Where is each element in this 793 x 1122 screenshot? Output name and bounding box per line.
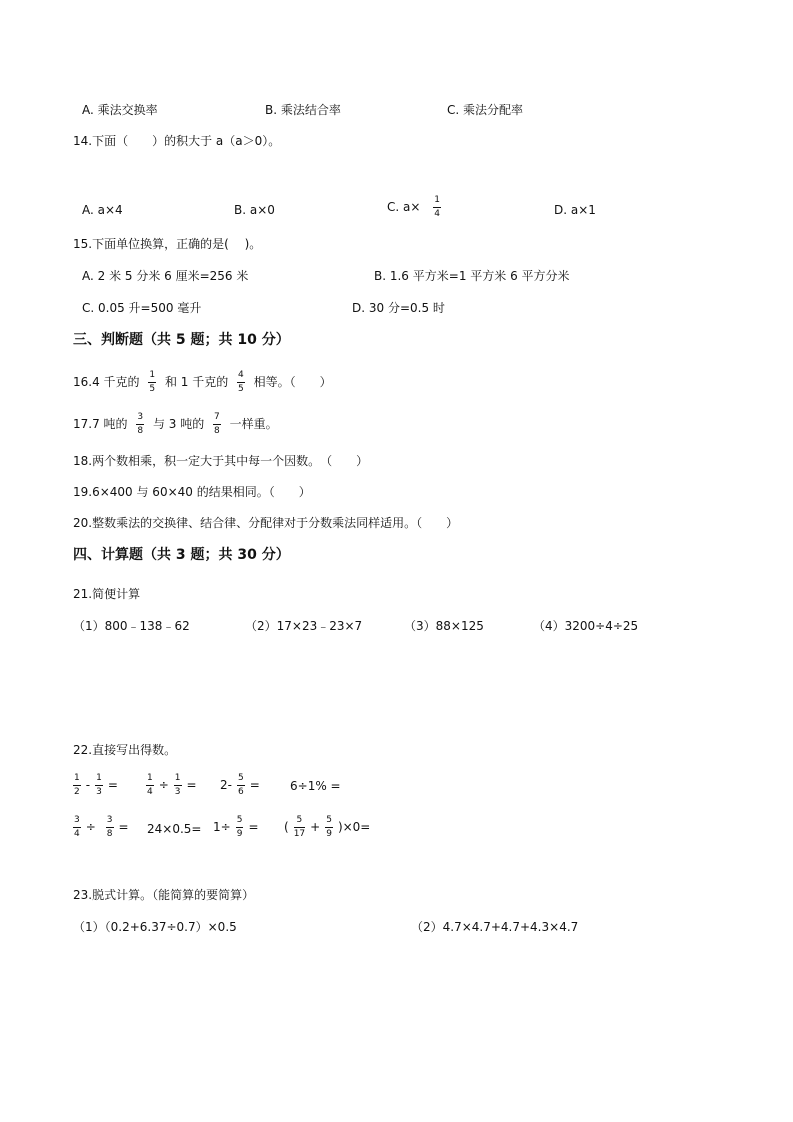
fraction-denominator: 9 (326, 829, 332, 839)
fraction (237, 774, 245, 797)
q15-option-a: A. 2 米 5 分米 6 厘米=256 米 (82, 269, 249, 283)
q17-text-c: 一样重。 (229, 417, 278, 431)
fraction-denominator: 3 (96, 787, 102, 797)
fraction-numerator: 1 (433, 196, 441, 208)
fraction-denominator: 8 (137, 426, 144, 436)
q20: 20.整数乘法的交换律、结合律、分配律对于分数乘法同样适用。（ ） (73, 516, 459, 530)
fraction-numerator: 4 (237, 371, 245, 383)
equals: = (249, 778, 260, 792)
fraction-denominator: 8 (106, 829, 113, 839)
fraction-numerator: 5 (237, 774, 245, 786)
q22-r1-expr-d: 6÷1% = (290, 779, 341, 793)
fraction (106, 816, 114, 839)
operator: ÷ (158, 778, 169, 792)
equals: = (248, 820, 259, 834)
q22-r2-expr-b: 24×0.5= (147, 822, 202, 836)
fraction-denominator: 4 (147, 787, 153, 797)
q16-text-a: 16.4 千克的 (73, 375, 140, 389)
q16 (73, 371, 332, 394)
q16-fraction-2 (237, 371, 245, 394)
q22-r2-expr-c (213, 816, 259, 839)
fraction-numerator: 3 (73, 816, 81, 828)
q16-text-c: 相等。（ ） (253, 375, 332, 389)
fraction-numerator: 3 (106, 816, 114, 828)
q22-r1-expr-c (220, 774, 260, 797)
fraction-denominator: 5 (149, 384, 156, 394)
equals: = (118, 820, 129, 834)
q14-option-b: B. a×0 (234, 203, 275, 217)
q16-text-b: 和 1 千克的 (164, 375, 229, 389)
fraction-denominator: 17 (293, 829, 306, 839)
fraction-numerator: 7 (213, 413, 221, 425)
fraction-denominator: 9 (236, 829, 243, 839)
q17-text-a: 17.7 吨的 (73, 417, 128, 431)
q21-item-3: （3）88×125 (404, 619, 484, 633)
q15-option-b: B. 1.6 平方米=1 平方米 6 平方分米 (374, 269, 570, 283)
prefix: 2- (220, 778, 232, 792)
fraction (236, 816, 244, 839)
operator: + (310, 820, 321, 834)
prefix: 1÷ (213, 820, 231, 834)
q23-item-2: （2）4.7×4.7+4.7+4.3×4.7 (411, 920, 579, 934)
fraction-numerator: 1 (146, 774, 154, 786)
q23-title: 23.脱式计算。（能简算的要简算） (73, 888, 255, 902)
q14-option-c-fraction (433, 196, 441, 219)
fraction-numerator: 5 (325, 816, 333, 828)
fraction (73, 816, 81, 839)
fraction (325, 816, 333, 839)
q17-fraction-2 (213, 413, 221, 436)
q18: 18.两个数相乘，积一定大于其中每一个因数。 （ ） (73, 454, 369, 468)
q14-option-c (387, 196, 446, 219)
fraction (73, 774, 81, 797)
q13-option-c: C. 乘法分配率 (447, 103, 524, 117)
fraction (146, 774, 154, 797)
q23-item-1: （1）（0.2+6.37÷0.7）×0.5 (73, 920, 237, 934)
q22-r2-expr-a (68, 816, 129, 839)
q13-option-a: A. 乘法交换率 (82, 103, 158, 117)
fraction-numerator: 5 (294, 816, 305, 828)
q14-option-c-text: C. a× (387, 200, 421, 214)
paren-close-times-zero: )×0= (337, 820, 371, 834)
fraction-numerator: 1 (95, 774, 103, 786)
q17-fraction-1 (136, 413, 144, 436)
equals: = (186, 778, 197, 792)
q21-item-4: （4）3200÷4÷25 (533, 619, 639, 633)
q13-option-b: B. 乘法结合率 (265, 103, 341, 117)
fraction (174, 774, 182, 797)
q16-fraction-1 (148, 371, 156, 394)
paren-open: ( (284, 820, 289, 834)
q14-option-a: A. a×4 (82, 203, 123, 217)
fraction (95, 774, 103, 797)
fraction-numerator: 1 (174, 774, 182, 786)
q15-option-c: C. 0.05 升=500 毫升 (82, 301, 202, 315)
fraction-numerator: 1 (73, 774, 81, 786)
q22-r1-expr-a (68, 774, 118, 797)
operator: ÷ (85, 820, 96, 834)
q21-item-2: （2）17×23﹣23×7 (245, 619, 363, 633)
q22-title: 22.直接写出得数。 (73, 743, 177, 757)
fraction-denominator: 4 (434, 209, 440, 219)
q14-option-d: D. a×1 (554, 203, 596, 217)
operator: - (85, 778, 91, 792)
section-3-heading: 三、判断题（共 5 题；共 10 分） (73, 332, 290, 348)
q21-item-1: （1）800﹣138﹣62 (73, 619, 190, 633)
fraction-denominator: 2 (74, 787, 80, 797)
q21-title: 21.简便计算 (73, 587, 141, 601)
fraction-numerator: 1 (148, 371, 156, 383)
fraction-denominator: 5 (238, 384, 244, 394)
q15-stem: 15.下面单位换算，正确的是( )。 (73, 237, 262, 251)
fraction-denominator: 6 (237, 787, 244, 797)
fraction-denominator: 4 (74, 829, 80, 839)
fraction-numerator: 3 (136, 413, 144, 425)
q17-text-b: 与 3 吨的 (152, 417, 205, 431)
fraction-denominator: 3 (174, 787, 181, 797)
fraction-denominator: 8 (214, 426, 220, 436)
q22-r1-expr-b (141, 774, 197, 797)
section-4-heading: 四、计算题（共 3 题；共 30 分） (73, 547, 290, 563)
q14-stem: 14.下面（ ）的积大于 a（a＞0）。 (73, 134, 281, 148)
q19: 19.6×400 与 60×40 的结果相同。（ ） (73, 485, 311, 499)
fraction-numerator: 5 (236, 816, 244, 828)
equals: = (107, 778, 118, 792)
q22-r2-expr-d (284, 816, 370, 839)
q15-option-d: D. 30 分=0.5 时 (352, 301, 445, 315)
fraction (294, 816, 305, 839)
q17 (73, 413, 278, 436)
